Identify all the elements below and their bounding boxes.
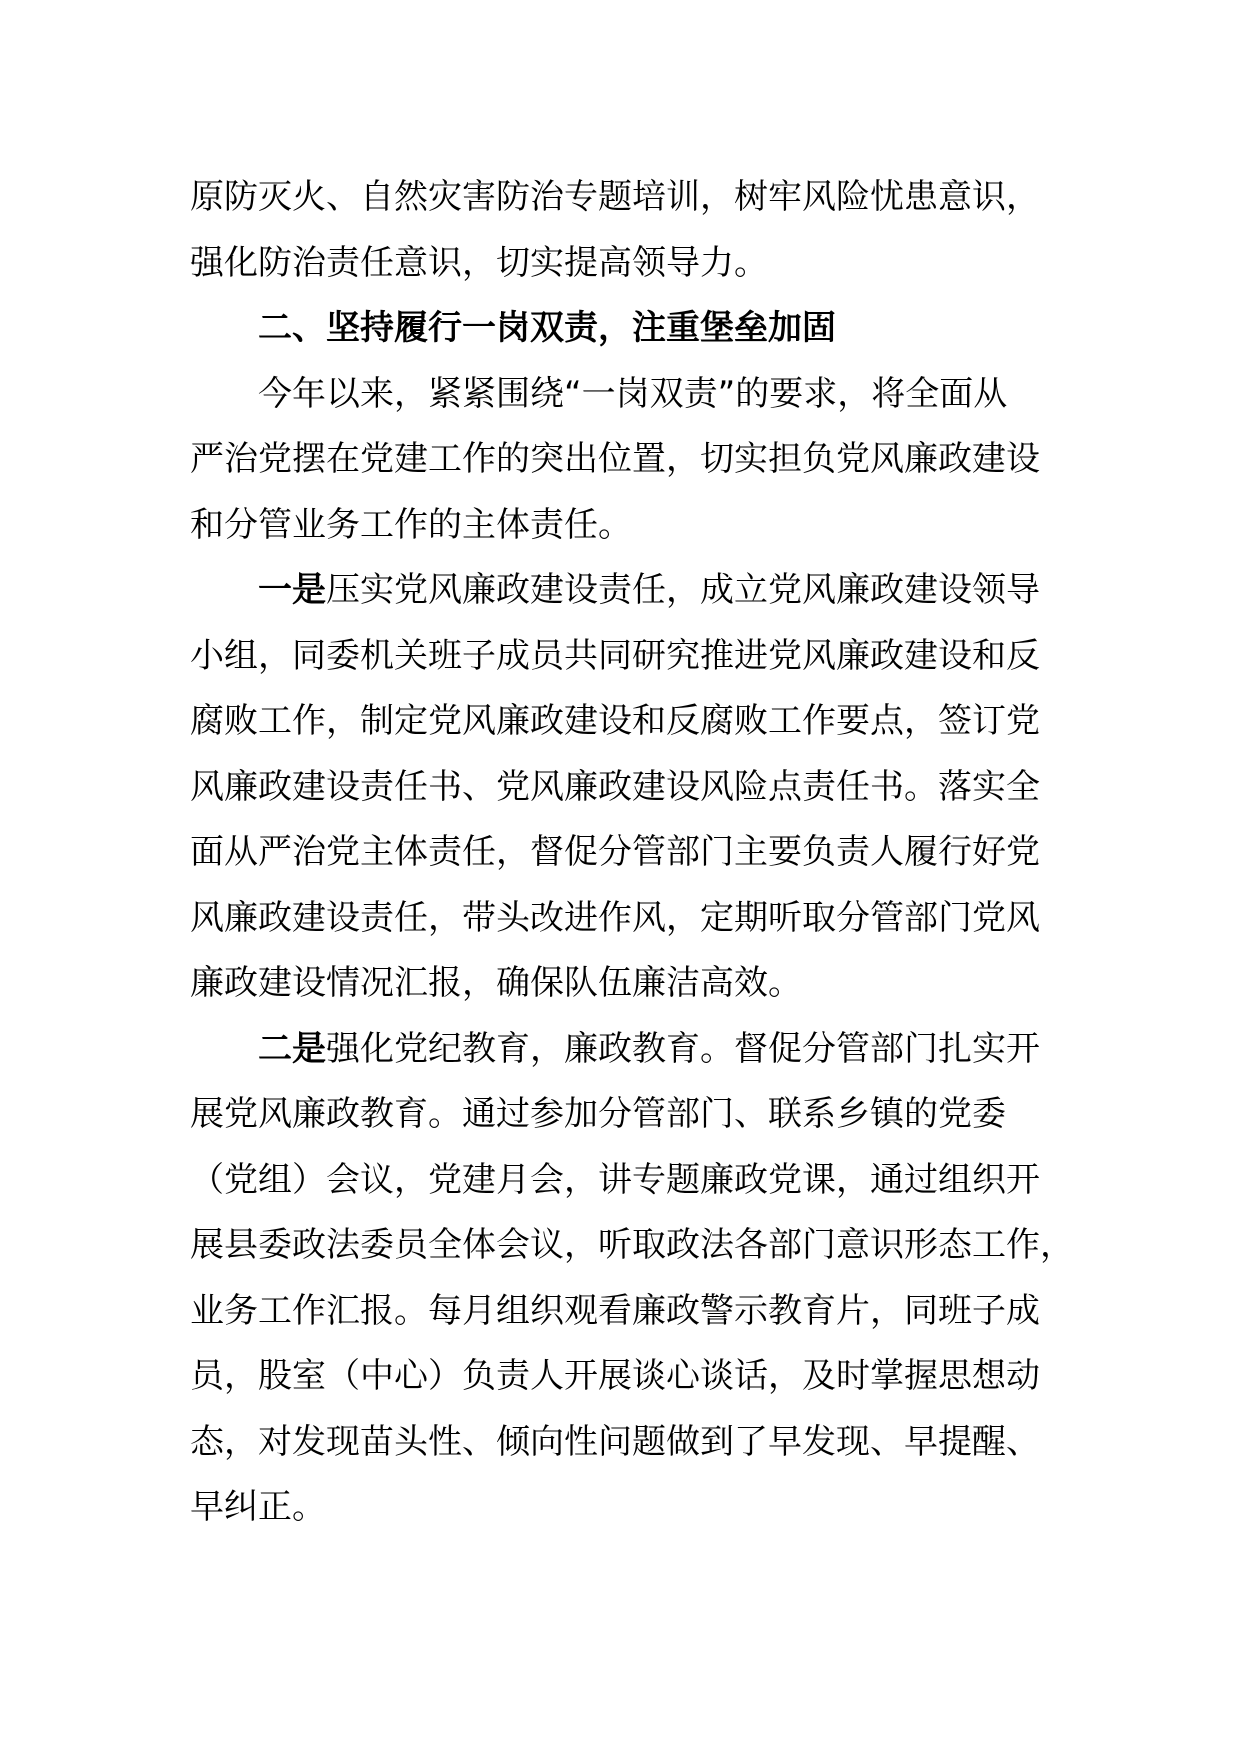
text-line: 廉政建设情况汇报，确保队伍廉洁高效。 (190, 963, 802, 1003)
text-line: 强化防治责任意识，切实提高领导力。 (190, 242, 768, 283)
text-line: 员，股室（中心）负责人开展谈心谈话，及时掌握思想动 (190, 1356, 1040, 1396)
point-two-first-line: 强化党纪教育，廉政教育。督促分管部门扎实开 (326, 1028, 1040, 1069)
text-line: 小组，同委机关班子成员共同研究推进党风廉政建设和反 (190, 635, 1040, 676)
text-line: 早纠正。 (190, 1487, 326, 1527)
document-body (190, 165, 1074, 1541)
text-line: 态，对发现苗头性、倾向性问题做到了早发现、早提醒、 (190, 1421, 1040, 1462)
text-line: 严治党摆在党建工作的突出位置，切实担负党风廉政建设 (190, 439, 1040, 479)
text-line (190, 558, 1065, 624)
intro-paragraph (190, 362, 1065, 559)
text-line: 腐败工作，制定党风廉政建设和反腐败工作要点，签订党 (190, 701, 1040, 741)
text-line: 风廉政建设责任书、党风廉政建设风险点责任书。落实全 (190, 766, 1040, 807)
text-line: 和分管业务工作的主体责任。 (190, 504, 632, 545)
text-line: （党组）会议，党建月会，讲专题廉政党课，通过组织开 (190, 1159, 1040, 1200)
point-one-paragraph (190, 558, 1065, 1017)
text-line: 今年以来，紧紧围绕“一岗双责”的要求，将全面从 (258, 373, 1008, 414)
continuation-paragraph (190, 165, 1065, 296)
point-two-paragraph (190, 1017, 1074, 1541)
text-line: 原防灭火、自然灾害防治专题培训，树牢风险忧患意识， (190, 177, 1040, 217)
point-two-lead: 二是 (258, 1028, 326, 1069)
point-one-first-line: 压实党风廉政建设责任，成立党风廉政建设领导 (326, 570, 1040, 610)
text-line: 风廉政建设责任，带头改进作风，定期听取分管部门党风 (190, 897, 1040, 938)
point-one-lead: 一是 (258, 570, 326, 610)
section-heading-text: 二、坚持履行一岗双责，注重堡垒加固 (258, 308, 836, 348)
text-line: 业务工作汇报。每月组织观看廉政警示教育片，同班子成 (190, 1290, 1040, 1331)
text-line: 展党风廉政教育。通过参加分管部门、联系乡镇的党委 (190, 1094, 1006, 1134)
text-line: 展县委政法委员全体会议，听取政法各部门意识形态工作， (190, 1225, 1074, 1265)
section-heading (190, 296, 1065, 362)
text-line (190, 1017, 1065, 1083)
text-line: 面从严治党主体责任，督促分管部门主要负责人履行好党 (190, 832, 1040, 872)
